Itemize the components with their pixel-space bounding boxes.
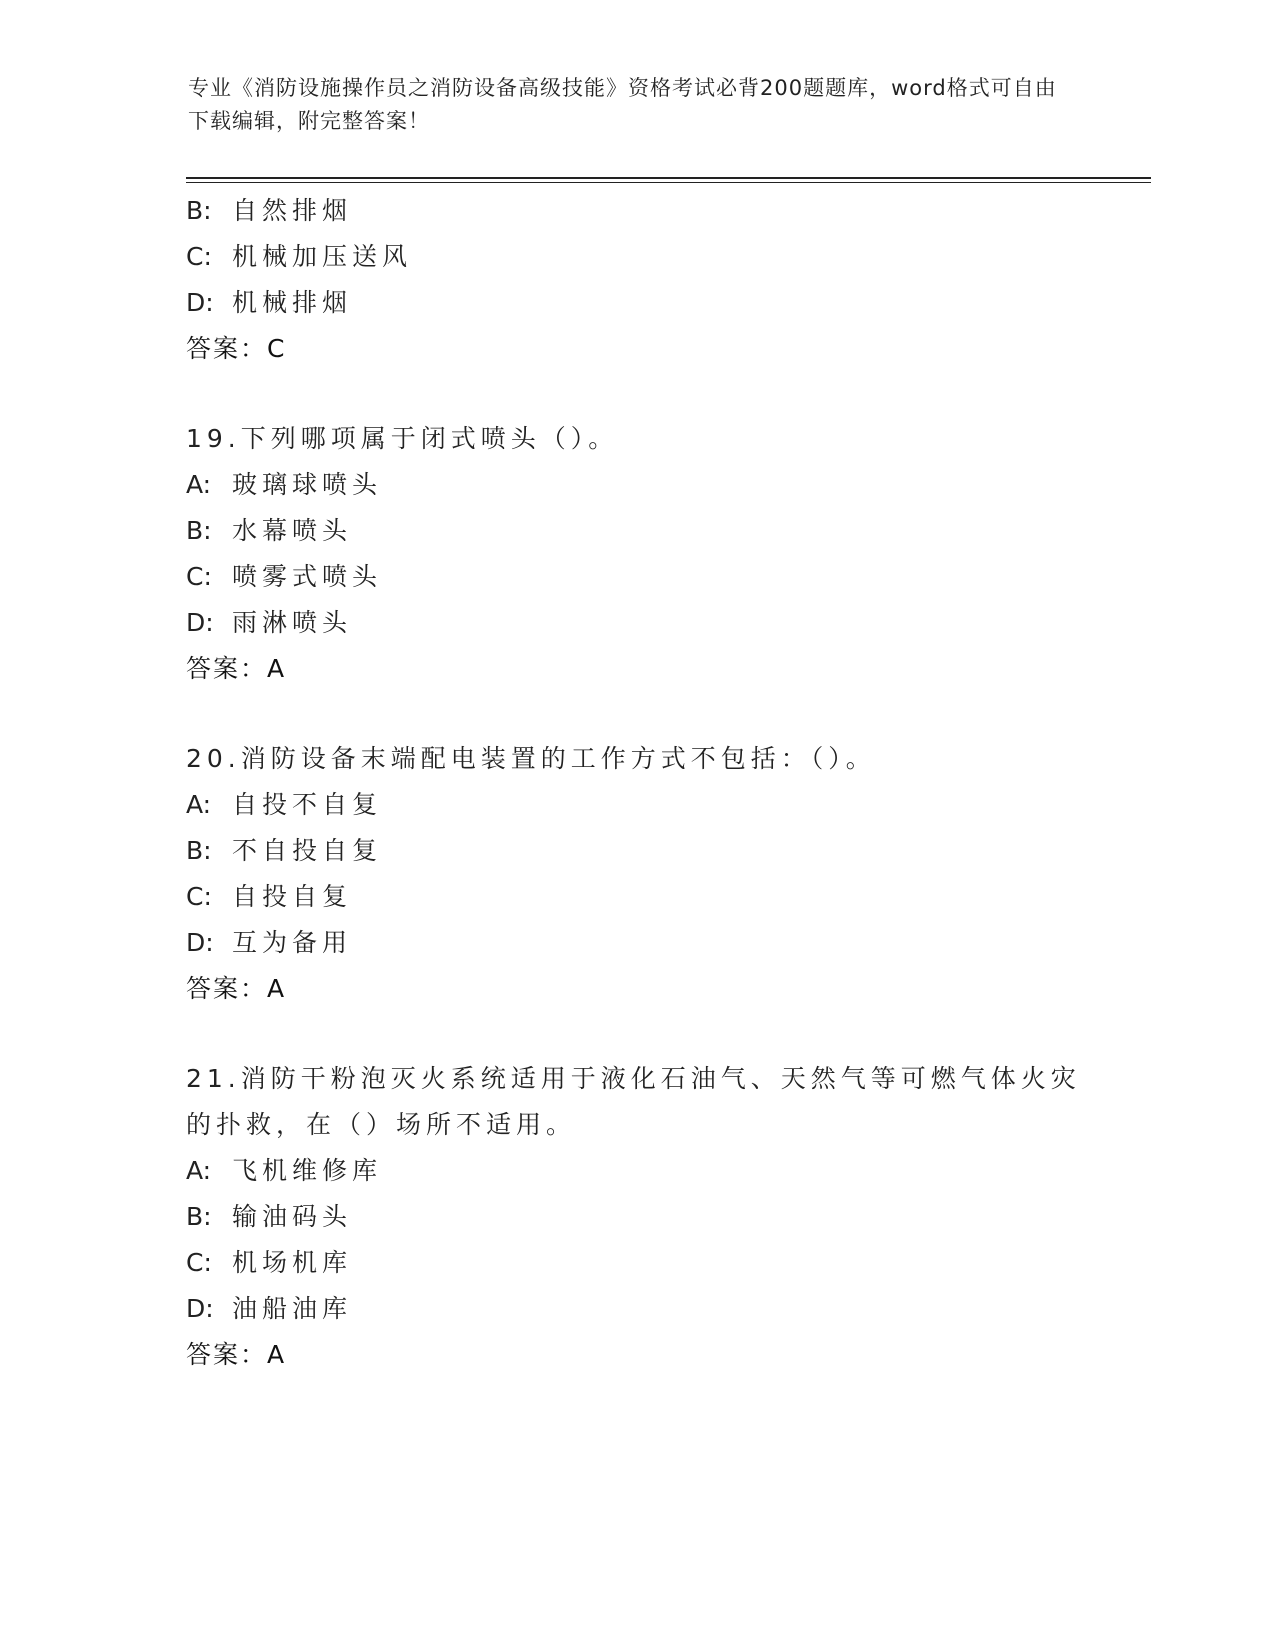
question-stem: 21.消防干粉泡灭火系统适用于液化石油气、天然气等可燃气体火灾的扑救，在（）场所不适用。 [186, 1064, 1081, 1139]
option-letter: B: [186, 196, 212, 225]
option-text: 互为备用 [232, 928, 353, 957]
option-letter: C: [186, 1248, 212, 1277]
option-d [186, 600, 1086, 646]
option-a [186, 782, 1086, 828]
question-stem: 20.消防设备末端配电装置的工作方式不包括：（）。 [186, 744, 876, 773]
option-text: 玻璃球喷头 [232, 470, 383, 499]
option-text: 自然排烟 [232, 196, 353, 225]
option-b [186, 1194, 1086, 1240]
option-b [186, 828, 1086, 874]
answer-line [186, 966, 1086, 1012]
option-c [186, 554, 1086, 600]
option-text: 水幕喷头 [232, 516, 353, 545]
question-stem: 19.下列哪项属于闭式喷头（）。 [186, 424, 619, 453]
answer-line [186, 326, 1086, 372]
option-text: 自投不自复 [232, 790, 383, 819]
header-divider [186, 177, 1151, 179]
answer-value: A [267, 1340, 285, 1369]
option-a [186, 462, 1086, 508]
question-20 [186, 736, 1086, 1012]
option-letter: D: [186, 928, 214, 957]
option-letter: A: [186, 1156, 212, 1185]
option-letter: A: [186, 470, 212, 499]
option-text: 喷雾式喷头 [232, 562, 383, 591]
option-letter: D: [186, 1294, 214, 1323]
option-a [186, 1148, 1086, 1194]
option-c [186, 874, 1086, 920]
option-c [186, 1240, 1086, 1286]
option-letter: D: [186, 608, 214, 637]
option-b [186, 508, 1086, 554]
answer-line [186, 646, 1086, 692]
document-header: 专业《消防设施操作员之消防设备高级技能》资格考试必背200题题库，word格式可自由下载编辑，附完整答案！ [188, 76, 1057, 133]
option-b [186, 188, 1086, 234]
option-letter: B: [186, 1202, 212, 1231]
answer-value: A [267, 974, 285, 1003]
question-19 [186, 416, 1086, 692]
option-letter: A: [186, 790, 212, 819]
option-letter: C: [186, 882, 212, 911]
answer-label: 答案： [186, 1340, 268, 1369]
option-d [186, 920, 1086, 966]
option-text: 机械排烟 [232, 288, 353, 317]
option-letter: D: [186, 288, 214, 317]
carryover-block [186, 188, 1086, 372]
option-letter: C: [186, 242, 212, 271]
option-letter: B: [186, 836, 212, 865]
question-list [186, 188, 1086, 1378]
option-d [186, 1286, 1086, 1332]
option-letter: C: [186, 562, 212, 591]
question-21 [186, 1056, 1086, 1378]
option-text: 机械加压送风 [232, 242, 413, 271]
answer-value: A [267, 654, 285, 683]
answer-label: 答案： [186, 654, 268, 683]
answer-line [186, 1332, 1086, 1378]
option-letter: B: [186, 516, 212, 545]
option-c [186, 234, 1086, 280]
option-d [186, 280, 1086, 326]
option-text: 油船油库 [232, 1294, 353, 1323]
answer-value: C [267, 334, 285, 363]
answer-label: 答案： [186, 334, 268, 363]
option-text: 自投自复 [232, 882, 353, 911]
option-text: 不自投自复 [232, 836, 383, 865]
option-text: 雨淋喷头 [232, 608, 353, 637]
option-text: 机场机库 [232, 1248, 353, 1277]
option-text: 输油码头 [232, 1202, 353, 1231]
header-divider-thin [186, 182, 1151, 183]
option-text: 飞机维修库 [232, 1156, 383, 1185]
answer-label: 答案： [186, 974, 268, 1003]
